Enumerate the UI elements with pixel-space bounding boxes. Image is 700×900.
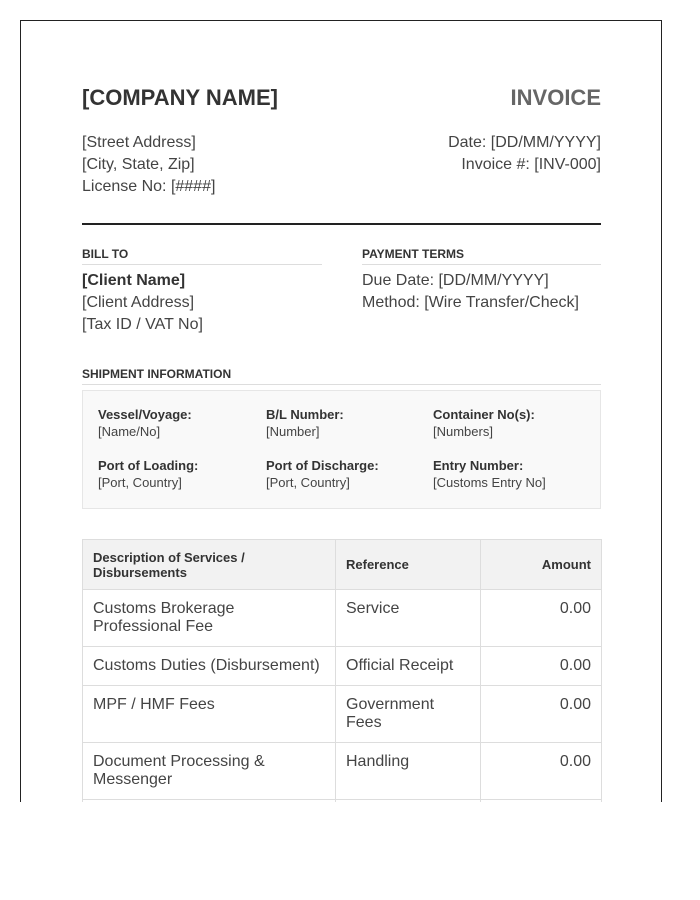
column-header-description: Description of Services / Disbursements [83,540,336,590]
row-reference [336,800,481,803]
shipment-field-value: [Port, Country] [98,475,182,490]
client-address: [Client Address] [82,294,195,311]
shipment-field-key: Port of Loading: [98,458,199,473]
column-header-reference: Reference [336,540,481,590]
company-name: [COMPANY NAME] [82,85,278,110]
row-reference: Official Receipt [336,647,481,686]
row-amount: 0.00 [481,647,602,686]
payment-terms-section [362,247,601,314]
license-number: License No: [####] [82,178,216,195]
client-name: [Client Name] [82,272,186,289]
row-description: Customs Duties (Disbursement) [83,647,336,686]
shipment-field-key: Container No(s): [433,407,535,422]
shipment-label: SHIPMENT INFORMATION [82,367,601,385]
invoice-title: INVOICE [510,85,601,110]
table-row [83,647,602,686]
shipment-field-value: [Number] [266,424,320,439]
shipment-field-value: [Customs Entry No] [433,475,546,490]
row-amount: 0.00 [481,590,602,647]
shipment-info-box [82,390,601,509]
column-header-amount: Amount [481,540,602,590]
header-divider [82,223,601,225]
street-address: [Street Address] [82,134,196,151]
services-table [82,539,602,802]
row-amount: 0.00 [481,743,602,800]
row-amount: 0.00 [481,686,602,743]
bill-to-label: BILL TO [82,247,322,265]
row-description: Customs Brokerage Professional Fee [83,590,336,647]
shipment-header [82,367,601,385]
shipment-field [433,407,593,441]
row-reference: Service [336,590,481,647]
table-row [83,686,602,743]
shipment-field [98,407,258,441]
due-date: Due Date: [DD/MM/YYYY] [362,272,549,289]
row-description: Document Processing & Messenger [83,743,336,800]
row-description: MPF / HMF Fees [83,686,336,743]
shipment-field [98,458,258,492]
payment-terms-details [362,270,601,314]
shipment-field-value: [Port, Country] [266,475,350,490]
shipment-field [433,458,593,492]
table-row [83,590,602,647]
invoice-date: Date: [DD/MM/YYYY] [448,134,601,151]
payment-method: Method: [Wire Transfer/Check] [362,294,579,311]
payment-terms-label: PAYMENT TERMS [362,247,601,265]
shipment-field [266,458,426,492]
table-header-row [83,540,602,590]
table-row [83,743,602,800]
company-address [82,132,215,198]
row-reference: Handling [336,743,481,800]
row-amount [481,800,602,803]
shipment-field-value: [Numbers] [433,424,493,439]
bill-to-details [82,270,322,336]
shipment-field-value: [Name/No] [98,424,161,439]
shipment-field [266,407,426,441]
shipment-field-key: B/L Number: [266,407,344,422]
table-row [83,800,602,803]
city-state-zip: [City, State, Zip] [82,156,195,173]
shipment-field-key: Entry Number: [433,458,524,473]
invoice-meta [448,132,601,176]
client-tax-id: [Tax ID / VAT No] [82,316,203,333]
row-reference: Government Fees [336,686,481,743]
shipment-field-key: Vessel/Voyage: [98,407,192,422]
bill-to-section [82,247,322,336]
shipment-field-key: Port of Discharge: [266,458,379,473]
invoice-page [20,20,662,802]
invoice-number: Invoice #: [INV-000] [461,156,601,173]
row-description [83,800,336,803]
